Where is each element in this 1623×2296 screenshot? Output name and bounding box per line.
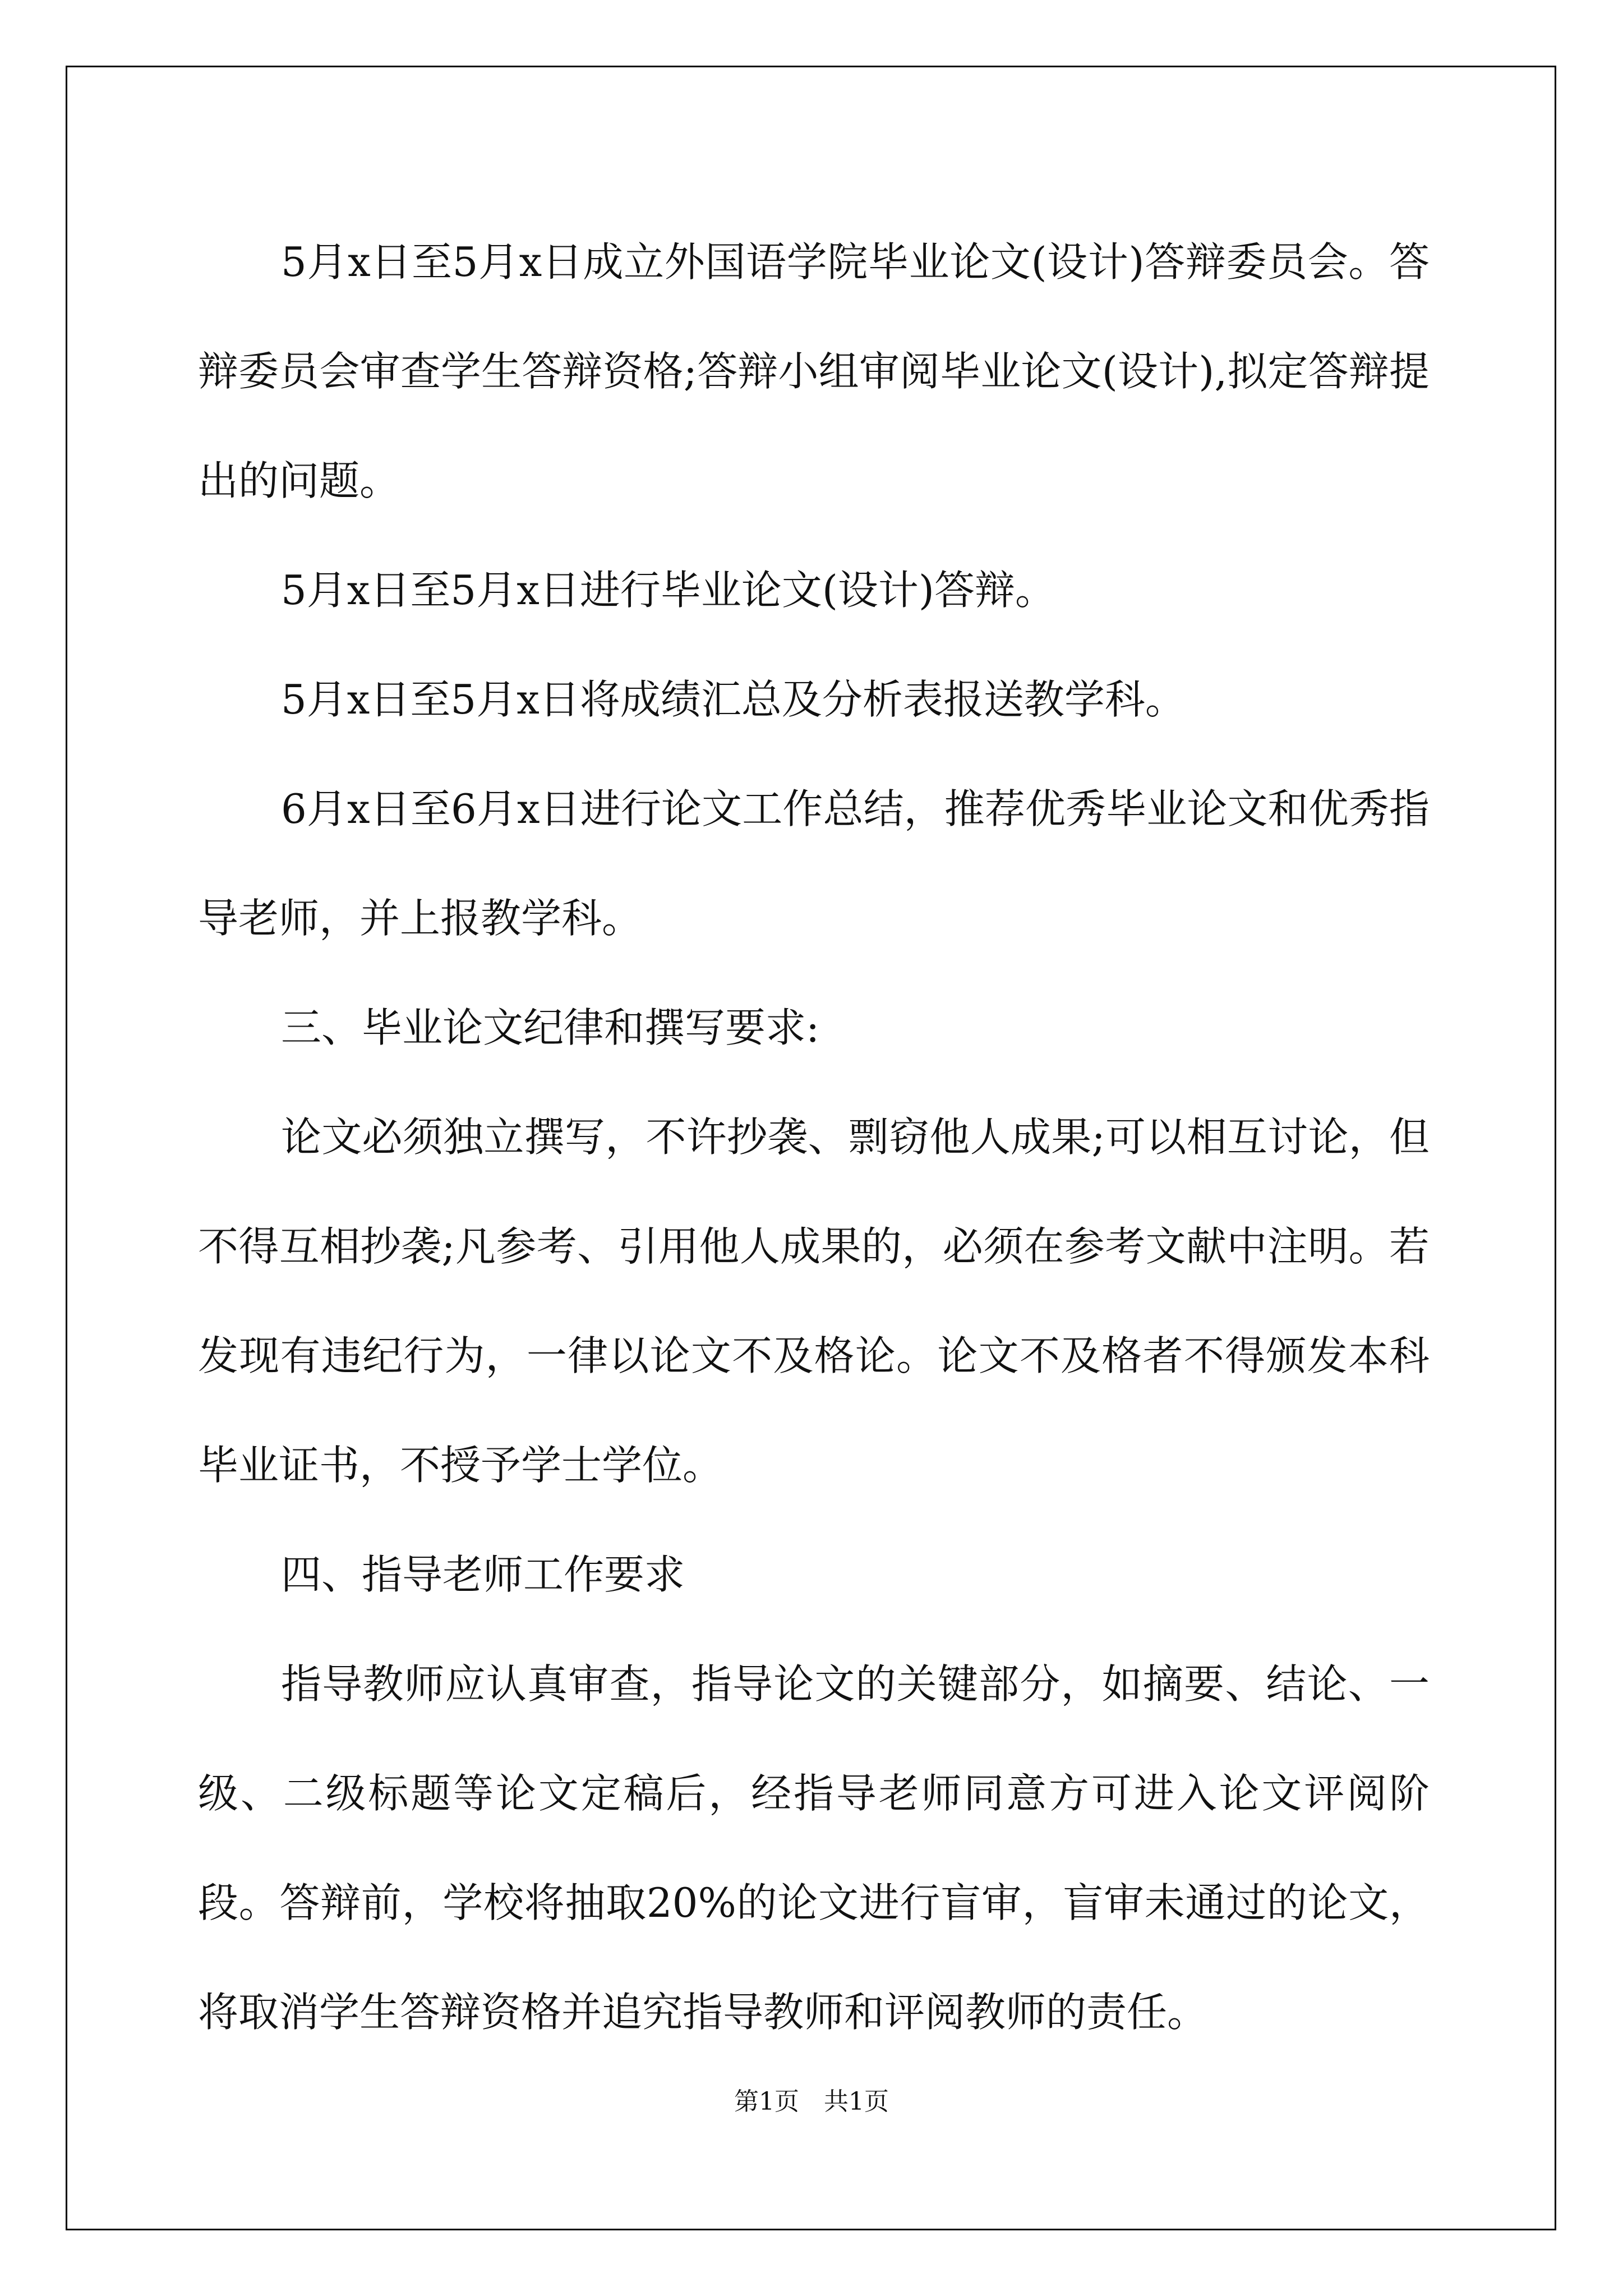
- paragraph-summary: 6月x日至6月x日进行论文工作总结，推荐优秀毕业论文和优秀指导老师，并上报教学科。: [198, 785, 1430, 942]
- paragraph-discipline: 论文必须独立撰写，不许抄袭、剽窃他人成果;可以相互讨论，但不得互相抄袭;凡参考、引用他人成果的，必须在参考文献中注明。若发现有违纪行为，一律以论文不及格论。论文不及格者不得颁发本科毕业证书，不授予学士学位。: [198, 1114, 1430, 1489]
- section-heading-advisor: 四、指导老师工作要求: [281, 1551, 685, 1598]
- paragraph-defense-date: 5月x日至5月x日进行毕业论文(设计)答辩。: [281, 567, 1056, 614]
- document-body: [198, 208, 1430, 2067]
- section-heading-discipline: 三、毕业论文纪律和撰写要求:: [281, 1004, 820, 1051]
- paragraph-defense-committee: 5月x日至5月x日成立外国语学院毕业论文(设计)答辩委员会。答辩委员会审查学生答辩资格;答辩小组审阅毕业论文(设计),拟定答辩提出的问题。: [198, 238, 1430, 504]
- page-footer: 第1页 共1页: [734, 2087, 889, 2116]
- paragraph-grades-report: 5月x日至5月x日将成绩汇总及分析表报送教学科。: [281, 676, 1186, 723]
- paragraph-advisor: 指导教师应认真审查，指导论文的关键部分，如摘要、结论、一级、二级标题等论文定稿后，经指导老师同意方可进入论文评阅阶段。答辩前，学校将抽取20%的论文进行盲审，盲审未通过的论文，将取消学生答辩资格并追究指导教师和评阅教师的责任。: [198, 1660, 1430, 2036]
